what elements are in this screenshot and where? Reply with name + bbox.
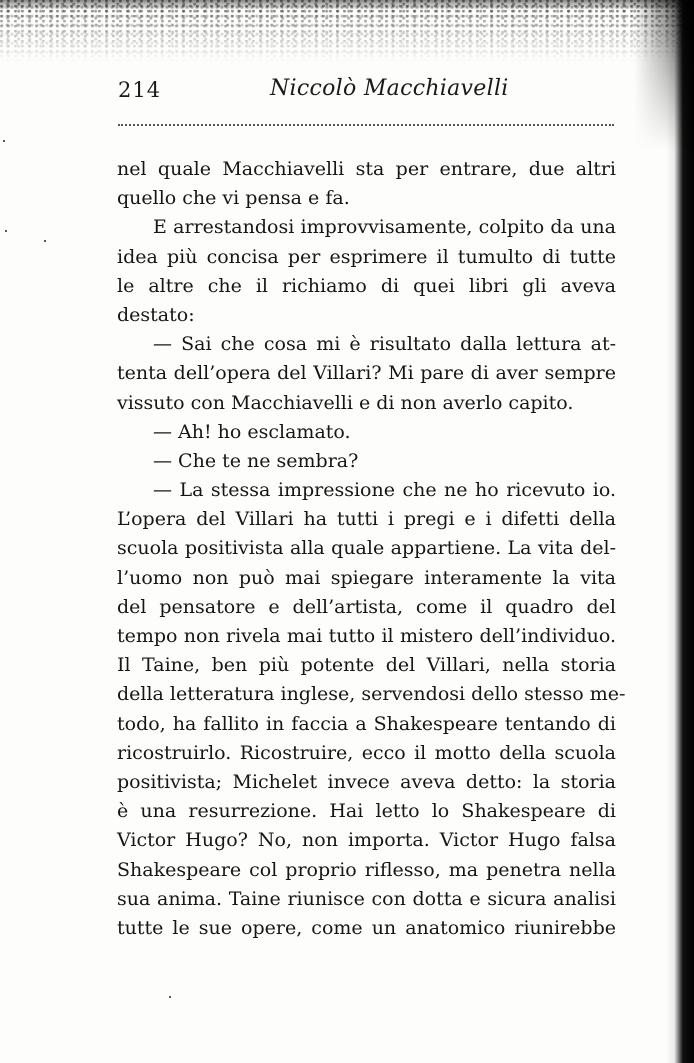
text-line: Il Taine, ben più potente del Villari, nella storia [117,654,616,677]
text-line: è una resurrezione. Hai letto lo Shakespeare di [117,800,616,823]
text-line: scuola positivista alla quale appartiene. La vita del- [117,537,616,560]
text-line: idea più concisa per esprimere il tumulto di tutte [117,245,616,268]
text-line: — Che te ne sembra? [153,449,359,472]
text-line: ricostruirlo. Ricostruire, ecco il motto della scuola [117,741,616,764]
page-number: 214 [118,78,162,102]
page-header [118,76,616,110]
text-line: tempo non rivela mai tutto il mistero dell’individuo. [117,625,616,647]
text-line: Victor Hugo? No, non importa. Victor Hugo falsa [117,829,616,852]
text-line: tenta dell’opera del Villari? Mi pare di aver sempre [117,362,616,385]
scan-speck [3,140,5,142]
text-line: tutte le sue opere, come un anatomico riunirebbe [117,916,616,939]
text-line: sua anima. Taine riunisce con dotta e sicura analisi [117,887,616,910]
scan-speck [44,240,46,242]
scan-speck [169,996,171,998]
text-line: quello che vi pensa e fa. [117,187,350,210]
text-line: L’opera del Villari ha tutti i pregi e i difetti della [117,508,616,531]
text-line: del pensatore e dell’artista, come il quadro del [117,595,616,618]
text-line: positivista; Michelet invece aveva detto: la storia [117,770,616,793]
text-line: destato: [117,303,195,326]
scan-shadow-top [0,0,694,10]
text-line: — Sai che cosa mi è risultato dalla lettura at- [153,333,616,356]
running-title: Niccolò Macchiavelli [270,76,509,101]
text-line: — Ah! ho esclamato. [153,420,351,443]
text-line: della letteratura inglese, servendosi dello stesso me- [117,683,626,706]
text-line: l’uomo non può mai spiegare interamente la vita [117,566,616,589]
text-line: le altre che il richiamo di quei libri gli aveva [117,274,616,297]
text-line: E arrestandosi improvvisamente, colpito da una [153,216,616,239]
text-line: todo, ha fallito in faccia a Shakespeare tentando di [117,712,616,735]
text-line: nel quale Macchiavelli sta per entrare, due altri [117,158,616,180]
scan-speck [5,230,7,232]
text-line: — La stessa impressione che ne ho ricevuto io. [153,479,616,502]
body-text [117,155,626,943]
text-line: vissuto con Macchiavelli e di non averlo capito. [117,391,574,414]
scan-shadow-right-edge [666,0,694,1063]
scan-shadow-top-right [634,0,694,150]
text-line: Shakespeare col proprio riflesso, ma penetra nella [117,858,616,881]
header-dotted-rule [118,124,614,126]
